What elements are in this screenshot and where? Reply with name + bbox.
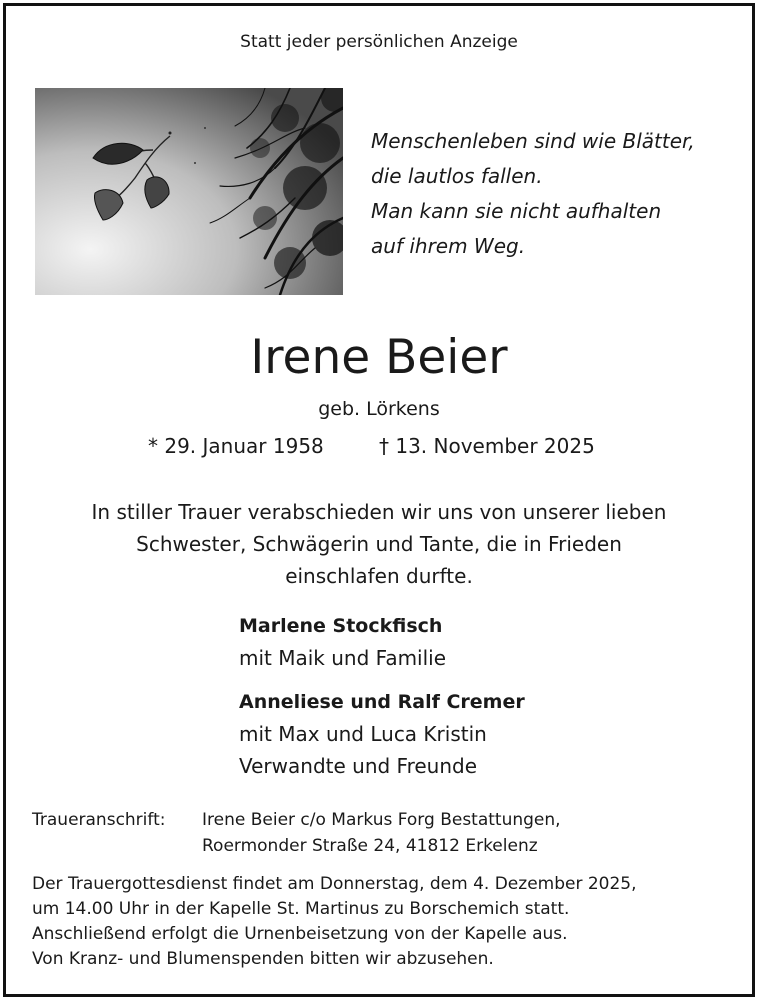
poem-line: die lautlos fallen.	[371, 164, 543, 188]
obituary-notice	[3, 3, 755, 997]
mourner-name: Marlene Stockfisch	[239, 615, 443, 637]
service-line: um 14.00 Uhr in der Kapelle St. Martinus zu Borschemich statt.	[32, 899, 570, 919]
condolence-message	[36, 496, 722, 592]
poem-line: Man kann sie nicht aufhalten	[371, 199, 662, 223]
address-line: Roermonder Straße 24, 41812 Erkelenz	[202, 836, 538, 856]
mourners-list	[239, 610, 525, 782]
address-label: Traueranschrift:	[32, 810, 166, 830]
birth-date: * 29. Januar 1958	[148, 434, 324, 458]
message-line: In stiller Trauer verabschieden wir uns von unserer lieben	[91, 500, 667, 524]
service-info	[32, 872, 637, 972]
service-line: Der Trauergottesdienst findet am Donnerstag, dem 4. Dezember 2025,	[32, 874, 637, 894]
death-date: † 13. November 2025	[379, 434, 595, 458]
message-line: einschlafen durfte.	[285, 564, 473, 588]
leaves-photo	[35, 88, 343, 295]
maiden-name: geb. Lörkens	[318, 398, 440, 420]
mourner-detail: Verwandte und Freunde	[239, 754, 478, 778]
header-line: Statt jeder persönlichen Anzeige	[240, 32, 518, 52]
mourner-name: Anneliese und Ralf Cremer	[239, 691, 525, 713]
address-line: Irene Beier c/o Markus Forg Bestattungen,	[202, 810, 561, 830]
poem-line: Menschenleben sind wie Blätter,	[371, 129, 695, 153]
poem	[371, 124, 695, 264]
service-line: Anschließend erfolgt die Urnenbeisetzung von der Kapelle aus.	[32, 924, 568, 944]
mourning-address	[202, 807, 561, 859]
deceased-name: Irene Beier	[250, 330, 508, 385]
poem-line: auf ihrem Weg.	[371, 234, 526, 258]
service-line: Von Kranz- und Blumenspenden bitten wir abzusehen.	[32, 949, 494, 969]
mourner-detail: mit Max und Luca Kristin	[239, 722, 487, 746]
mourner-detail: mit Maik und Familie	[239, 646, 447, 670]
message-line: Schwester, Schwägerin und Tante, die in Frieden	[136, 532, 622, 556]
